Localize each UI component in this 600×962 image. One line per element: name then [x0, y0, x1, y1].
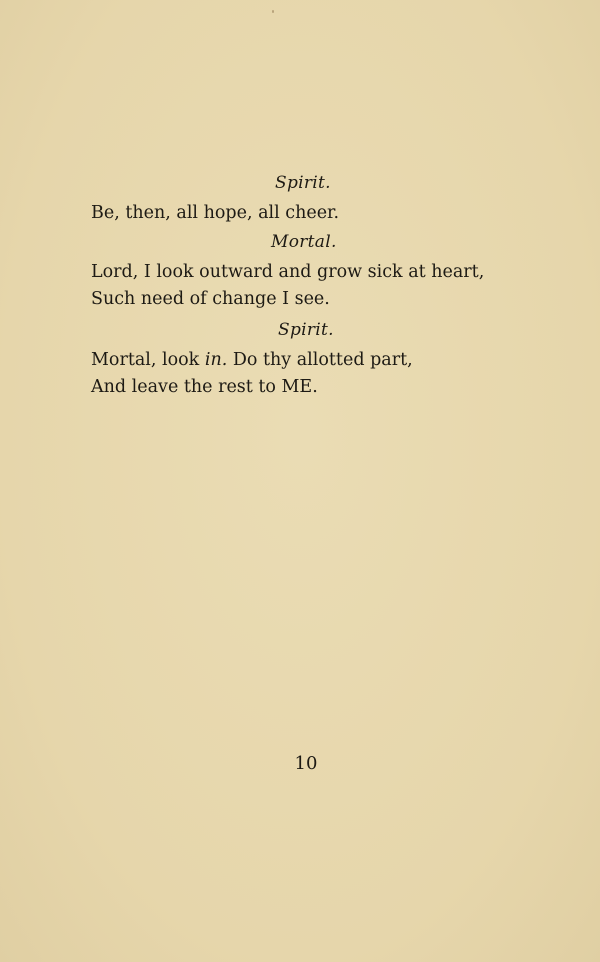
poem-line-1: Be, then, all hope, all cheer.: [91, 203, 340, 223]
poem-line-4-start: Mortal, look: [91, 350, 205, 370]
poem-line-4: [91, 350, 413, 370]
speaker-mortal: Mortal.: [271, 232, 337, 252]
speaker-spirit-1: Spirit.: [275, 173, 331, 193]
page-number: 10: [294, 753, 318, 774]
poem-line-4-emphasis: in.: [204, 350, 228, 370]
poem-line-4-end: Do thy allotted part,: [227, 350, 413, 370]
speaker-spirit-2: Spirit.: [278, 320, 334, 340]
poem-line-5: And leave the rest to ME.: [91, 377, 318, 397]
poem-line-2: Lord, I look outward and grow sick at heart,: [91, 262, 485, 282]
paper-speck: [272, 10, 274, 13]
poem-line-3: Such need of change I see.: [91, 289, 330, 309]
